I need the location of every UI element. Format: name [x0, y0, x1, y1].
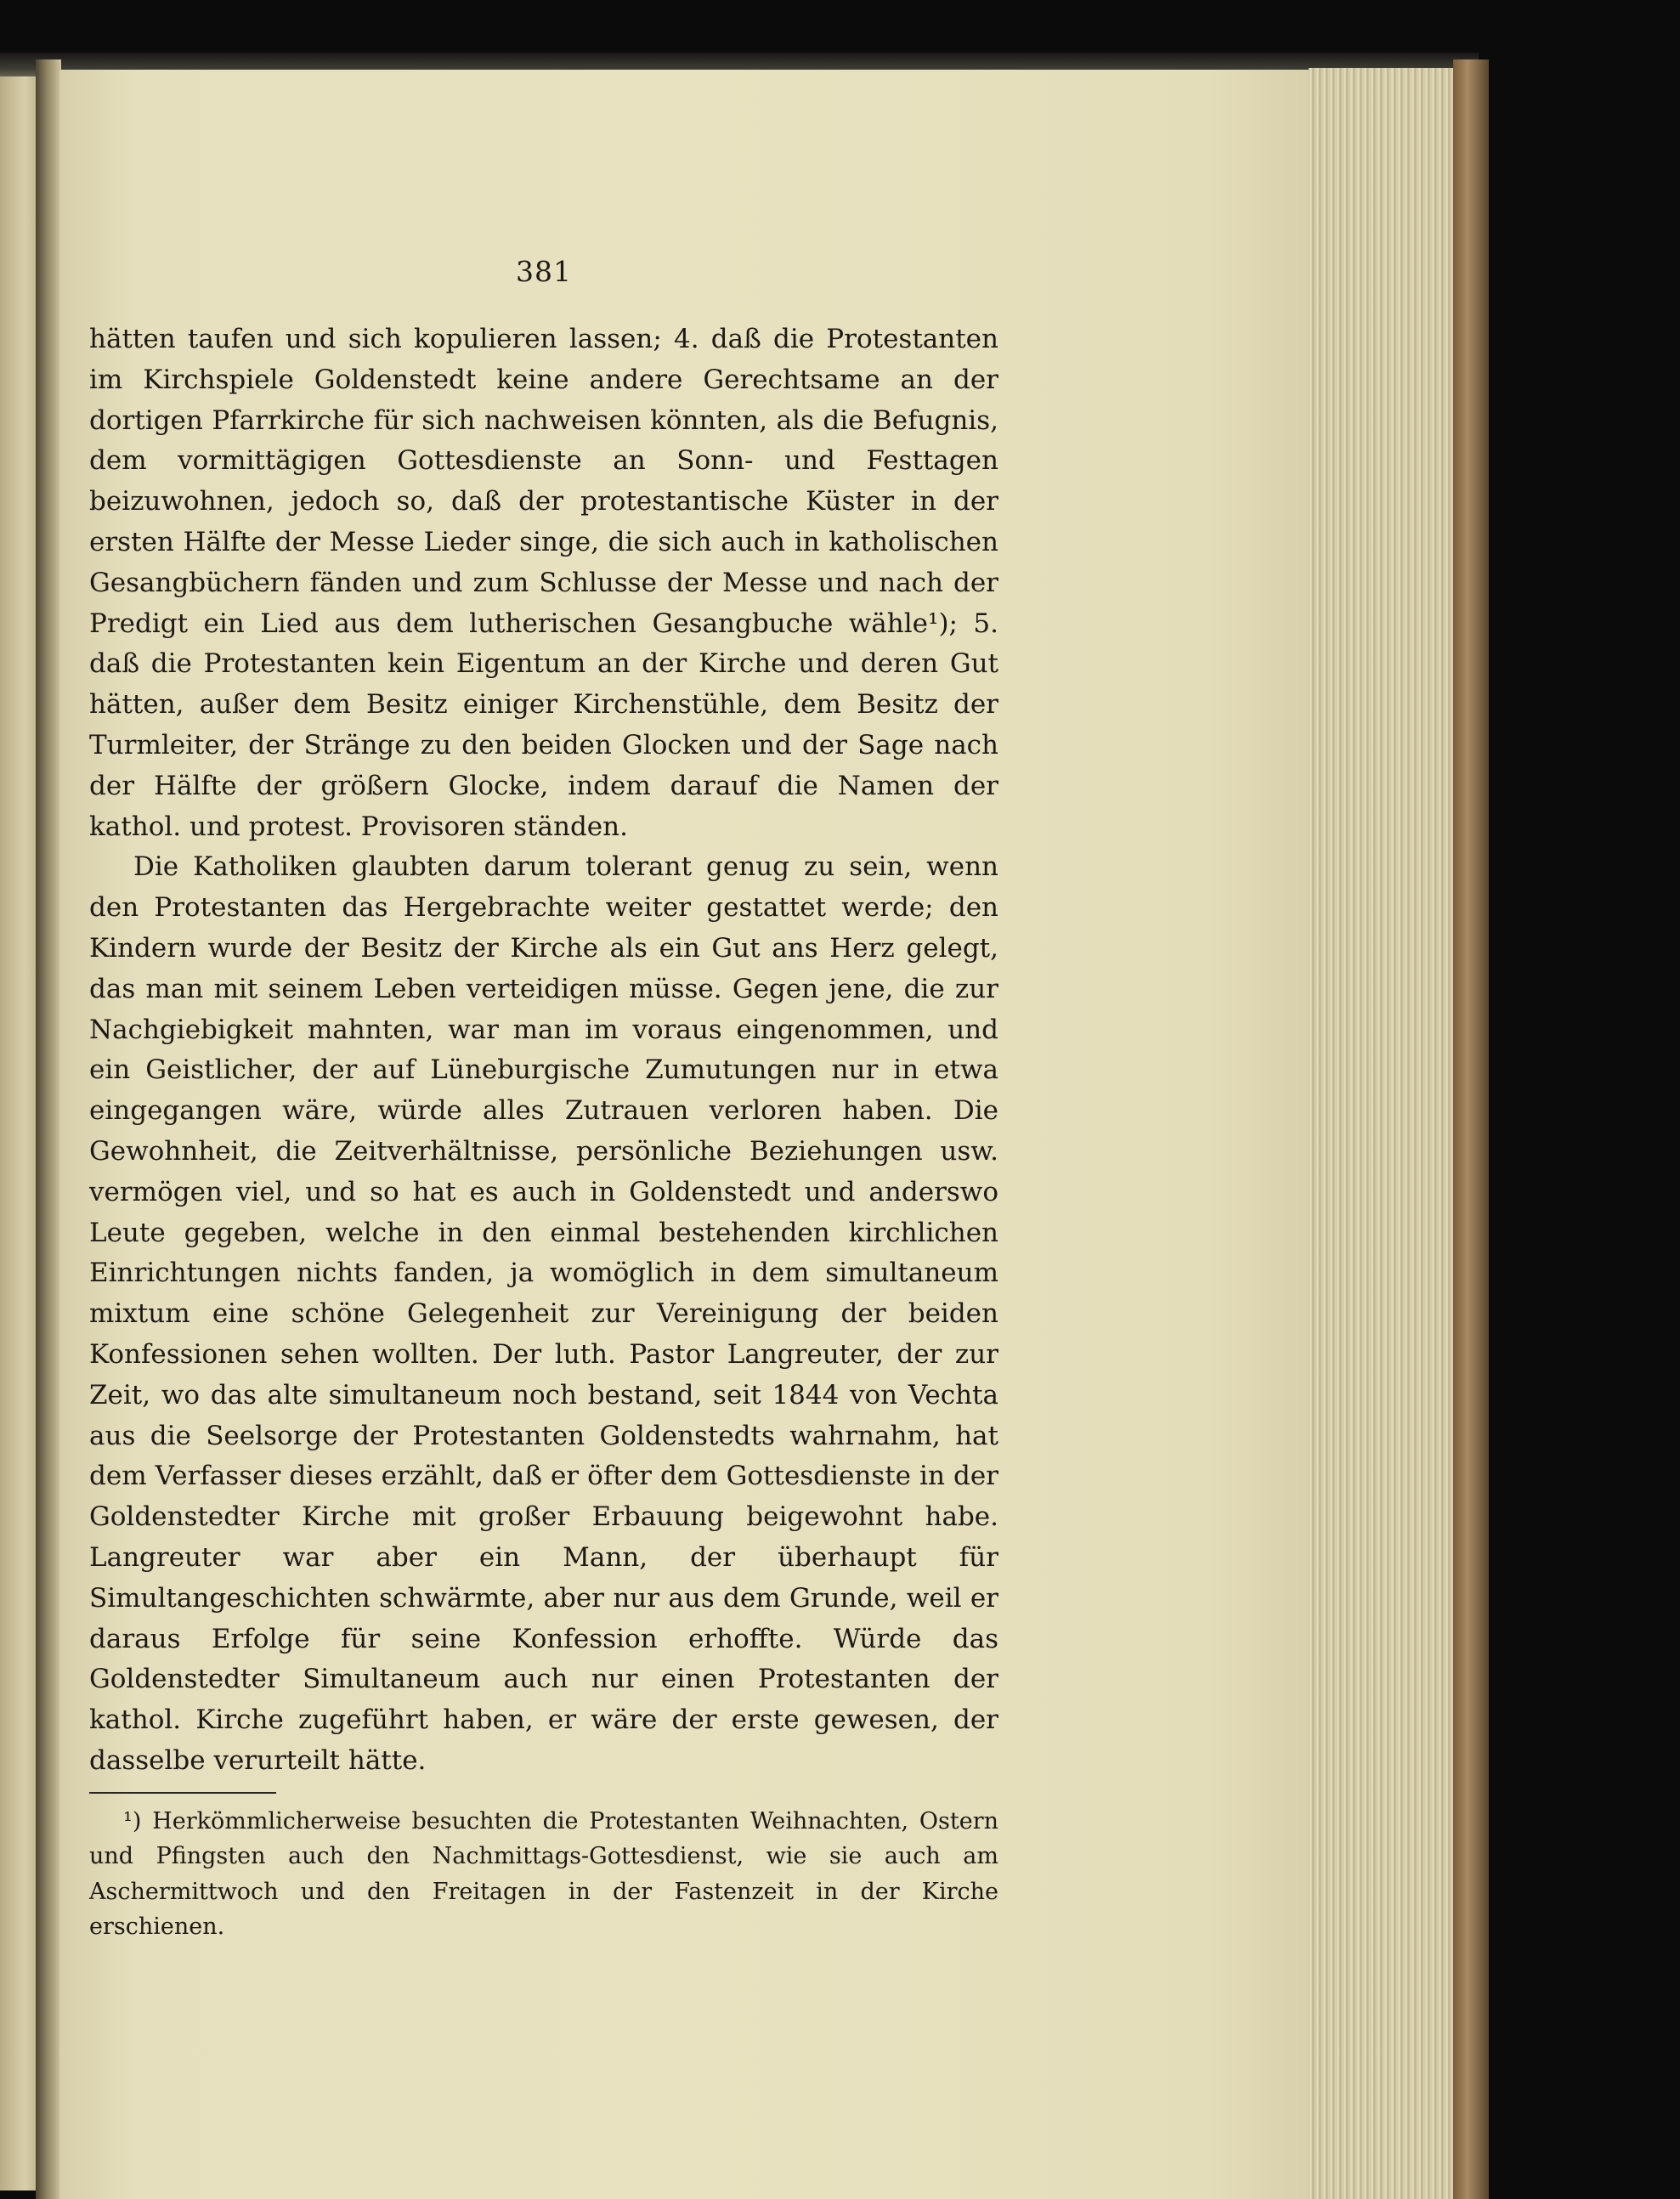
footnote: ¹) Herkömmlicherweise besuchten die Protestanten Weihnachten, Ostern und Pfingsten auch den Nachmittags-Gottesdienst, wie sie auch am Aschermittwoch und den Freitagen in der Fastenzeit in der Kirche erschienen.	[89, 1807, 998, 1941]
page-text-block	[89, 255, 998, 1945]
previous-page-edge	[0, 76, 37, 2191]
body-text	[89, 319, 998, 1782]
footnote-divider	[89, 1792, 276, 1794]
paragraph-2: Die Katholiken glaubten darum tolerant genug zu sein, wenn den Protestanten das Hergebrachte weiter gestattet werde; den Kindern wurde der Besitz der Kirche als ein Gut ans Herz gelegt, das man mit seinem Leben verteidigen müsse. Gegen jene, die zur Nachgiebigkeit mahnten, war man im voraus eingenommen, und ein Geistlicher, der auf Lüneburgische Zumutungen nur in etwa eingegangen wäre, würde alles Zutrauen verloren haben. Die Gewohnheit, die Zeitverhältnisse, persönliche Beziehungen usw. vermögen viel, und so hat es auch in Goldenstedt und anderswo Leute gegeben, welche in den einmal bestehenden kirchlichen Einrichtungen nichts fanden, ja womöglich in dem simultaneum mixtum eine schöne Gelegenheit zur Vereinigung der beiden Konfessionen sehen wollten. Der luth. Pastor Langreuter, der zur Zeit, wo das alte simultaneum noch bestand, seit 1844 von Vechta aus die Seelsorge der Protestanten Goldenstedts wahrnahm, hat dem Verfasser dieses erzählt, daß er öfter dem Gottesdienste in der Goldenstedter Kirche mit großer Erbauung beigewohnt habe. Langreuter war aber ein Mann, der überhaupt für Simultangeschichten schwärmte, aber nur aus dem Grunde, weil er daraus Erfolge für seine Konfession erhoffte. Würde das Goldenstedter Simultaneum auch nur einen Protestanten der kathol. Kirche zugeführt haben, er wäre der erste gewesen, der dasselbe verurteilt hätte.	[89, 851, 998, 1776]
stacked-page-edges	[1309, 68, 1453, 2199]
book-gutter	[36, 59, 61, 2199]
page-number: 381	[516, 255, 572, 288]
paragraph-1: hätten taufen und sich kopulieren lassen; 4. daß die Protestanten im Kirchspiele Goldenstedt keine andere Gerechtsame an der dortigen Pfarrkirche für sich nachweisen könnten, als die Befugnis, dem vormittägigen Gottesdienste an Sonn- und Festtagen beizuwohnen, jedoch so, daß der protestantische Küster in der ersten Hälfte der Messe Lieder singe, die sich auch in katholischen Gesangbüchern fänden und zum Schlusse der Messe und nach der Predigt ein Lied aus dem lutherischen Gesangbuche wähle¹); 5. daß die Protestanten kein Eigentum an der Kirche und deren Gut hätten, außer dem Besitz einiger Kirchenstühle, dem Besitz der Turmleiter, der Stränge zu den beiden Glocken und der Sage nach der Hälfte der größern Glocke, indem darauf die Namen der kathol. und protest. Provisoren ständen.	[89, 324, 998, 842]
book-cover-right-edge	[1453, 59, 1489, 2199]
